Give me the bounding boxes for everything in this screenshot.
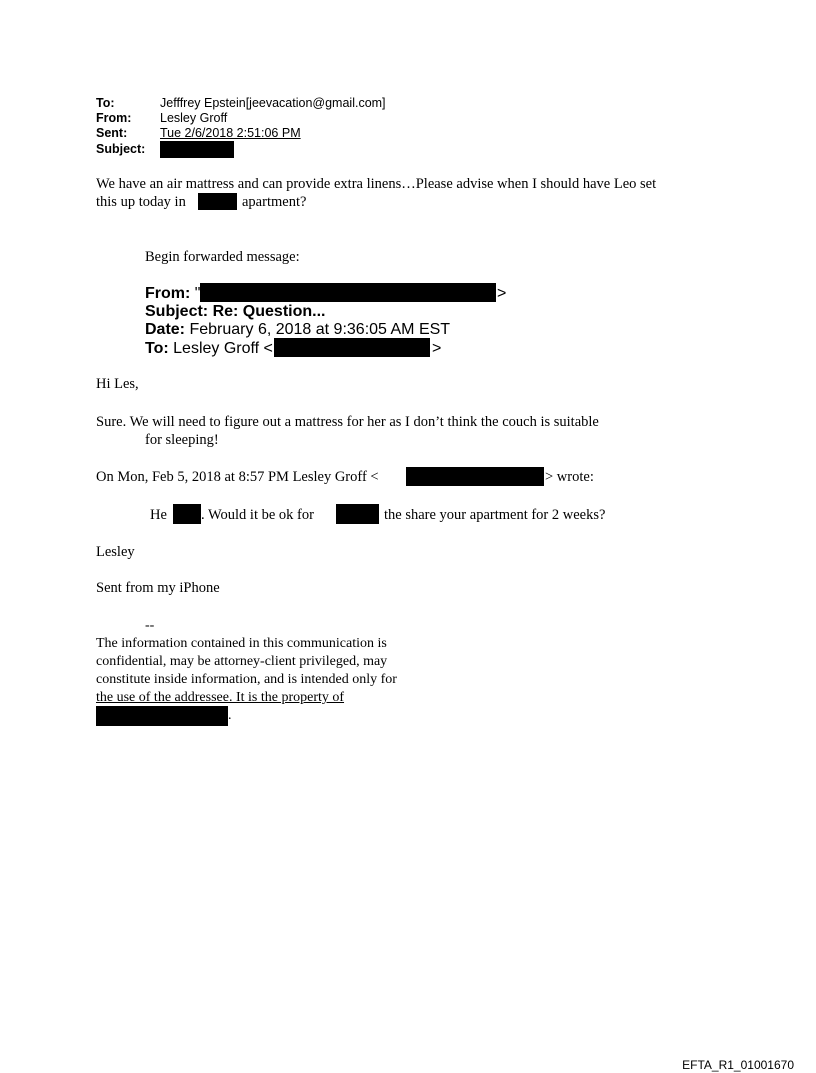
email-redaction — [406, 467, 544, 486]
fwd-from-line — [145, 285, 200, 303]
fwd-to-line — [145, 340, 273, 358]
name-redaction — [198, 193, 237, 210]
quote-attribution: On Mon, Feb 5, 2018 at 8:57 PM Lesley Groff < — [96, 469, 379, 485]
to-value: Jefffrey Epstein[jeevacation@gmail.com] — [160, 96, 386, 110]
reply-line-1: Sure. We will need to figure out a mattress for her as I don’t think the couch is suitable — [96, 414, 599, 430]
fwd-subject-line — [145, 303, 325, 321]
fwd-from-suffix: > — [497, 285, 507, 302]
quoted-name-redaction-2 — [336, 504, 379, 524]
quoted-name-redaction-1 — [173, 504, 201, 524]
fwd-subject-label: Subject: — [145, 303, 209, 320]
subject-label: Subject: — [96, 142, 146, 156]
fwd-date-label: Date: — [145, 321, 186, 338]
disclaimer-line-2: confidential, may be attorney-client privileged, may — [96, 654, 388, 669]
message-line-1: We have an air mattress and can provide extra linens…Please advise when I should have Leo set — [96, 176, 657, 192]
quoted-end: the share your apartment for 2 weeks? — [384, 507, 606, 523]
signature: Lesley — [96, 544, 135, 560]
sent-value: Tue 2/6/2018 2:51:06 PM — [160, 126, 301, 140]
quote-attribution-end: > wrote: — [545, 469, 594, 485]
reply-greeting: Hi Les, — [96, 376, 139, 392]
message-line-2-end: apartment? — [242, 194, 307, 210]
quoted-middle: . Would it be ok for — [201, 507, 314, 523]
quoted-he: He — [150, 507, 167, 523]
forward-intro: Begin forwarded message: — [145, 249, 300, 265]
fwd-to-redaction — [274, 338, 430, 357]
fwd-to-label: To: — [145, 340, 169, 357]
from-value: Lesley Groff — [160, 111, 228, 125]
disclaimer-line-1: The information contained in this communication is — [96, 636, 387, 651]
disclaimer-period: . — [228, 708, 232, 723]
to-label: To: — [96, 96, 115, 110]
fwd-from-label: From: — [145, 285, 191, 302]
fwd-subject-value: Re: Question... — [212, 303, 326, 320]
fwd-from-redaction — [200, 283, 496, 302]
subject-redaction — [160, 141, 234, 158]
document-id: EFTA_R1_01001670 — [682, 1058, 794, 1072]
fwd-from-quote: " — [194, 285, 201, 302]
disclaimer-dashes: -- — [145, 618, 155, 633]
message-line-2-start: this up today in — [96, 194, 186, 210]
fwd-to-suffix: > — [432, 340, 442, 357]
owner-redaction — [96, 706, 228, 726]
disclaimer-line-3: constitute inside information, and is intended only for — [96, 672, 397, 687]
from-label: From: — [96, 111, 132, 125]
disclaimer-line-4: the use of the addressee. It is the property of — [96, 690, 345, 705]
fwd-date-line — [145, 321, 450, 339]
sent-label: Sent: — [96, 126, 128, 140]
fwd-to-value: Lesley Groff < — [173, 340, 273, 357]
reply-line-2: for sleeping! — [145, 432, 219, 448]
sent-from: Sent from my iPhone — [96, 580, 220, 596]
fwd-date-value: February 6, 2018 at 9:36:05 AM EST — [189, 321, 451, 338]
